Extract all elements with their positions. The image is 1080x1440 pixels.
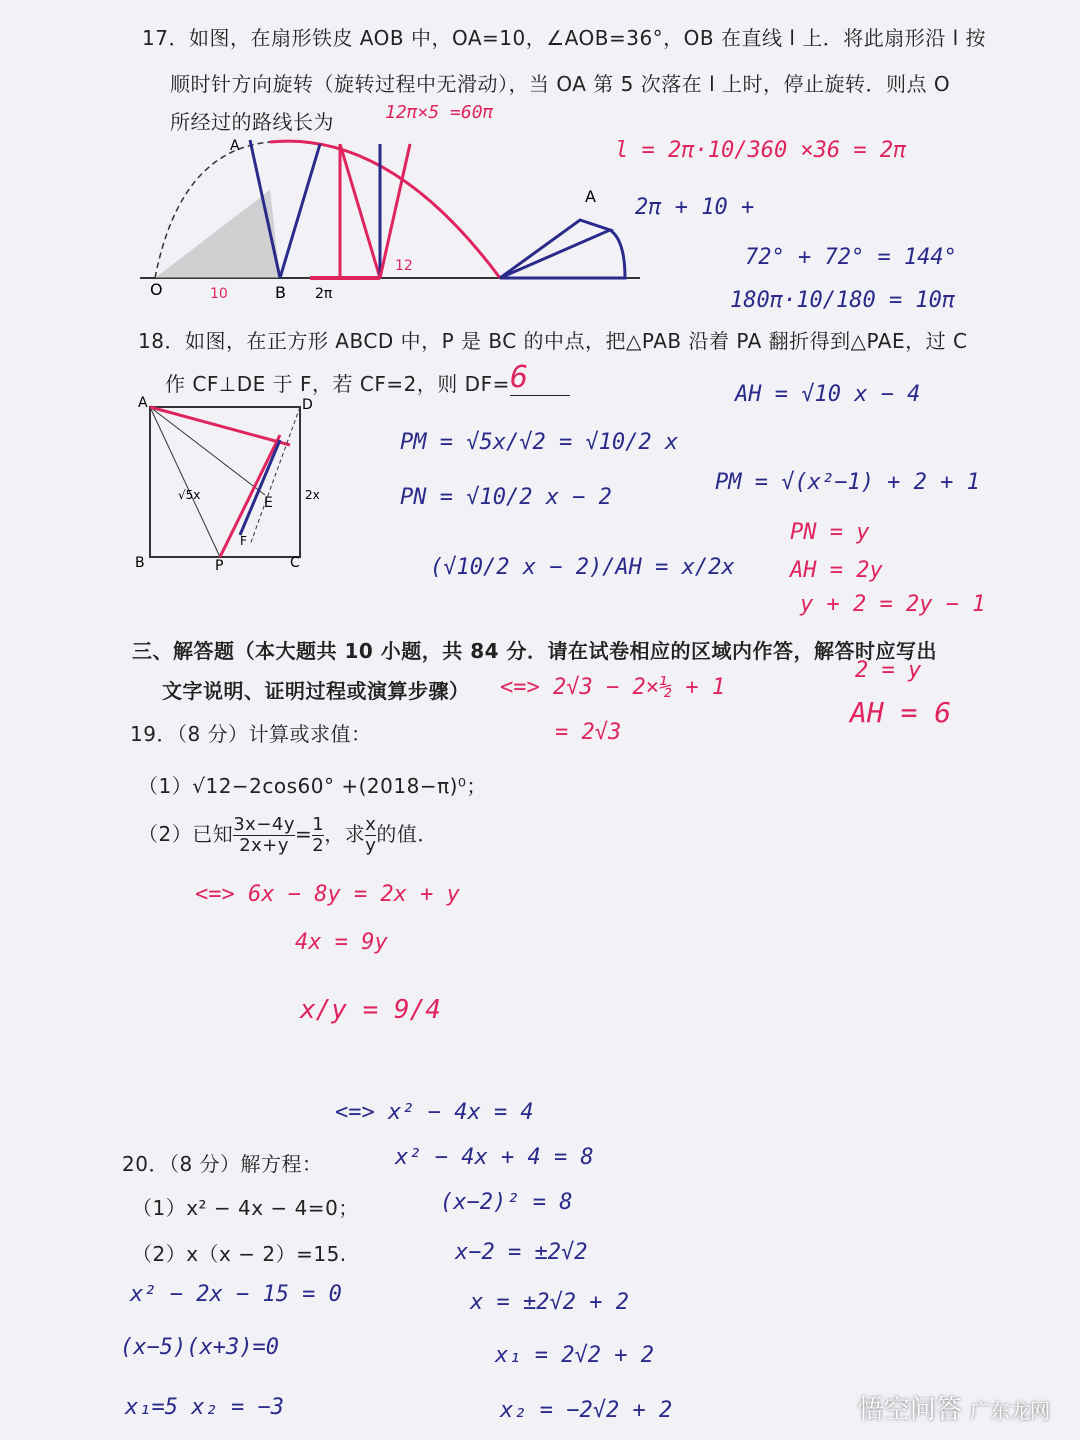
q17-note: 72° + 72° = 144° (745, 245, 957, 270)
q17-answer: 12π×5 =60π (385, 102, 494, 123)
q19-work: <=> 2√3 − 2×½ + 1 (500, 675, 726, 700)
svg-text:D: D (302, 397, 313, 413)
q20-work: x₁=5 x₂ = −3 (125, 1395, 284, 1420)
svg-text:A: A (138, 395, 148, 411)
q18-note: AH = √10 x − 4 (735, 382, 921, 407)
q17-line3: 所经过的路线长为 (170, 110, 334, 134)
fig17-label: O (150, 280, 163, 299)
q20-work: x₂ = −2√2 + 2 (500, 1398, 673, 1423)
q19-work: <=> 6x − 8y = 2x + y (195, 882, 460, 907)
svg-text:C: C (290, 555, 300, 571)
q18-note: (√10/2 x − 2)/AH = x/2x (430, 555, 735, 580)
svg-text:F: F (240, 534, 247, 548)
q20-work: x = ±2√2 + 2 (470, 1290, 629, 1315)
svg-text:E: E (264, 495, 273, 511)
svg-text:P: P (215, 558, 224, 574)
q19-title: 19．（8 分）计算或求值： (130, 722, 372, 746)
q20-work: x² − 4x + 4 = 8 (395, 1145, 594, 1170)
q19-work: x/y = 9/4 (300, 995, 441, 1025)
svg-text:B: B (135, 555, 145, 571)
svg-text:10: 10 (210, 286, 228, 300)
q17-note: 180π·10/180 = 10π (730, 288, 956, 313)
section3-heading: 三、解答题（本大题共 10 小题，共 84 分．请在试卷相应的区域内作答，解答时应写出 (132, 639, 938, 663)
svg-text:√5x: √5x (178, 488, 201, 502)
q18-note: PM = √(x²−1) + 2 + 1 (715, 470, 980, 495)
section3-heading-cont: 文字说明、证明过程或演算步骤） (162, 679, 470, 703)
q18-note: PN = √10/2 x − 2 (400, 485, 612, 510)
q18-note: PN = y (790, 520, 870, 545)
q18-note: AH = 6 (850, 696, 952, 729)
q20-work: (x−2)² = 8 (440, 1190, 573, 1215)
watermark-brand: 悟空问答 (857, 1395, 962, 1425)
q18-line2: 作 CF⊥DE 于 F，若 CF=2，则 DF= (165, 372, 510, 396)
svg-text:2x: 2x (305, 488, 320, 502)
svg-text:A: A (585, 187, 596, 206)
q19-work: 4x = 9y (295, 930, 388, 955)
q18-figure (130, 395, 320, 575)
q20-part1: （1）x² − 4x − 4=0； (132, 1196, 359, 1220)
q17-note: l = 2π·10/360 ×36 = 2π (615, 138, 907, 163)
svg-text:2π: 2π (315, 286, 333, 300)
q20-work: (x−5)(x+3)=0 (120, 1335, 279, 1360)
q19-work: = 2√3 (555, 720, 622, 745)
q17-figure (140, 130, 640, 300)
q20-work: x₁ = 2√2 + 2 (495, 1343, 654, 1368)
svg-text:A: A (230, 138, 240, 154)
q18-note: PM = √5x/√2 = √10/2 x (400, 430, 679, 455)
q18-note: 2 = y (855, 658, 922, 683)
q18-note: AH = 2y (790, 558, 883, 583)
q19-part1: （1）√12−2cos60° +(2018−π)⁰； (138, 774, 487, 798)
watermark (858, 1389, 1050, 1426)
q18-line1: 18．如图，在正方形 ABCD 中，P 是 BC 的中点，把△PAB 沿着 PA 翻折得到△PAE，过 C (138, 329, 968, 353)
q20-part2: （2）x（x − 2）=15. (132, 1242, 347, 1266)
q17-line2: 顺时针方向旋转（旋转过程中无滑动），当 OA 第 5 次落在 l 上时，停止旋转．则点 O (170, 72, 951, 96)
q20-work: x−2 = ±2√2 (455, 1240, 588, 1265)
q17-line1: 17．如图，在扇形铁皮 AOB 中，OA=10，∠AOB=36°，OB 在直线 l 上．将此扇形沿 l 按 (142, 26, 987, 50)
q20-work: <=> x² − 4x = 4 (335, 1100, 534, 1125)
watermark-site: 广东龙网 (970, 1399, 1050, 1423)
q19-part2: （2）已知 $\frac{3x-4y}{2x+y}$ = $\frac{1}{2}$ ，求 $\frac{x}{y}$ 的值． (138, 814, 438, 856)
q20-work: x² − 2x − 15 = 0 (130, 1282, 342, 1307)
q18-note: y + 2 = 2y − 1 (800, 592, 986, 617)
svg-text:12: 12 (395, 258, 413, 274)
q20-title: 20．（8 分）解方程： (122, 1152, 323, 1176)
q17-note: 2π + 10 + (635, 195, 755, 220)
q18-answer: 6 (510, 360, 570, 396)
svg-text:B: B (275, 283, 286, 300)
